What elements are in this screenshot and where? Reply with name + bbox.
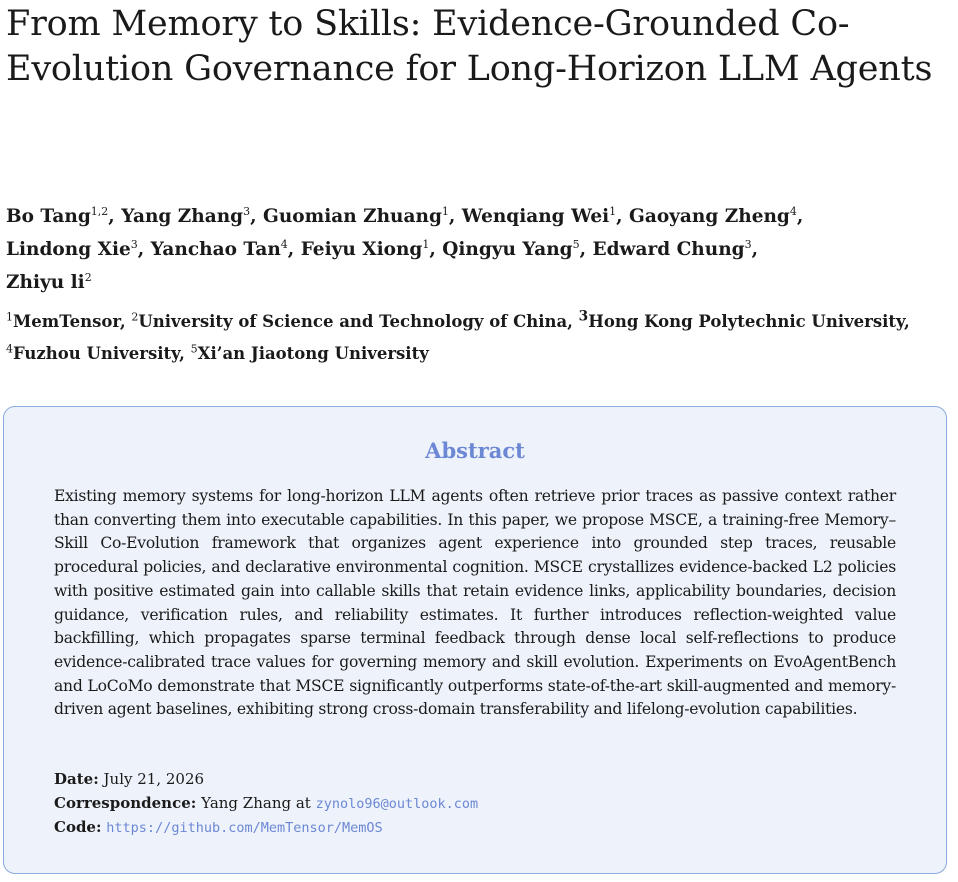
author: Zhiyu $li^2$ bbox=[6, 271, 92, 294]
date-label: Date: bbox=[54, 770, 99, 788]
author: Yang Zhang$^3$, bbox=[121, 205, 257, 228]
date-line bbox=[54, 767, 914, 791]
correspondence-name: Yang Zhang at bbox=[201, 794, 311, 812]
affiliation: $^1$MemTensor, bbox=[6, 310, 126, 331]
author-list bbox=[6, 198, 946, 297]
affiliation: $^2$University of Science and Technology of China, bbox=[131, 310, 573, 331]
abstract-text: Existing memory systems for long-horizon LLM agents often retrieve prior traces as passive context rather than converting them into executable capabilities. In this paper, we propose MSCE, a training-free Memory–Skill Co-Evolution framework that organizes agent experience into grounded step traces, reusable procedural policies, and declarative environmental cognition. MSCE crystallizes evidence-backed L2 policies with positive estimated gain into callable skills that retain evidence links, applicability boundaries, decision guidance, verification rules, and reliability estimates. It further introduces reflection-weighted value backfilling, which propagates sparse terminal feedback through dense local self-reflections to produce evidence-calibrated trace values for governing memory and skill evolution. Experiments on EvoAgentBench and LoCoMo demonstrate that MSCE significantly outperforms state-of-the-art skill-augmented and memory-driven agent baselines, exhibiting strong cross-domain transferability and lifelong-evolution capabilities. bbox=[54, 487, 896, 719]
code-line bbox=[54, 815, 914, 840]
paper-title: From Memory to Skills: Evidence-Grounded Co-Evolution Governance for Long-Horizon LLM Agents bbox=[6, 4, 933, 89]
code-link[interactable]: https://github.com/MemTensor/MemOS bbox=[106, 820, 383, 836]
author: Wenqiang Wei$^1$, bbox=[461, 205, 623, 228]
author: Gaoyang Zheng$^4$, bbox=[629, 205, 804, 228]
author: Feiyu Xiong$^1$, bbox=[300, 238, 436, 261]
correspondence-label: Correspondence: bbox=[54, 794, 197, 812]
author: Bo Tang$^{1,2}$, bbox=[6, 205, 115, 228]
author: Yanchao Tan$^4$, bbox=[150, 238, 295, 261]
author: Qingyu Yang$^5$, bbox=[442, 238, 587, 261]
email-link[interactable]: zynolo96@outlook.com bbox=[315, 796, 479, 812]
author: Lindong Xie$^3$, bbox=[6, 238, 145, 261]
correspondence-line bbox=[54, 791, 914, 816]
affiliation: $^5$Xi’an Jiaotong University bbox=[190, 342, 429, 363]
date-value: July 21, 2026 bbox=[103, 770, 205, 788]
author: Edward Chung$^3$, bbox=[592, 238, 759, 261]
affiliation-list bbox=[6, 302, 936, 368]
code-label: Code: bbox=[54, 818, 102, 836]
abstract-heading: Abstract bbox=[425, 438, 525, 463]
affiliation: $^3$Hong Kong Polytechnic University, bbox=[578, 308, 910, 331]
affiliation: $^4$Fuzhou University, bbox=[6, 342, 185, 363]
author: Guomian Zhuang$^1$, bbox=[263, 205, 456, 228]
